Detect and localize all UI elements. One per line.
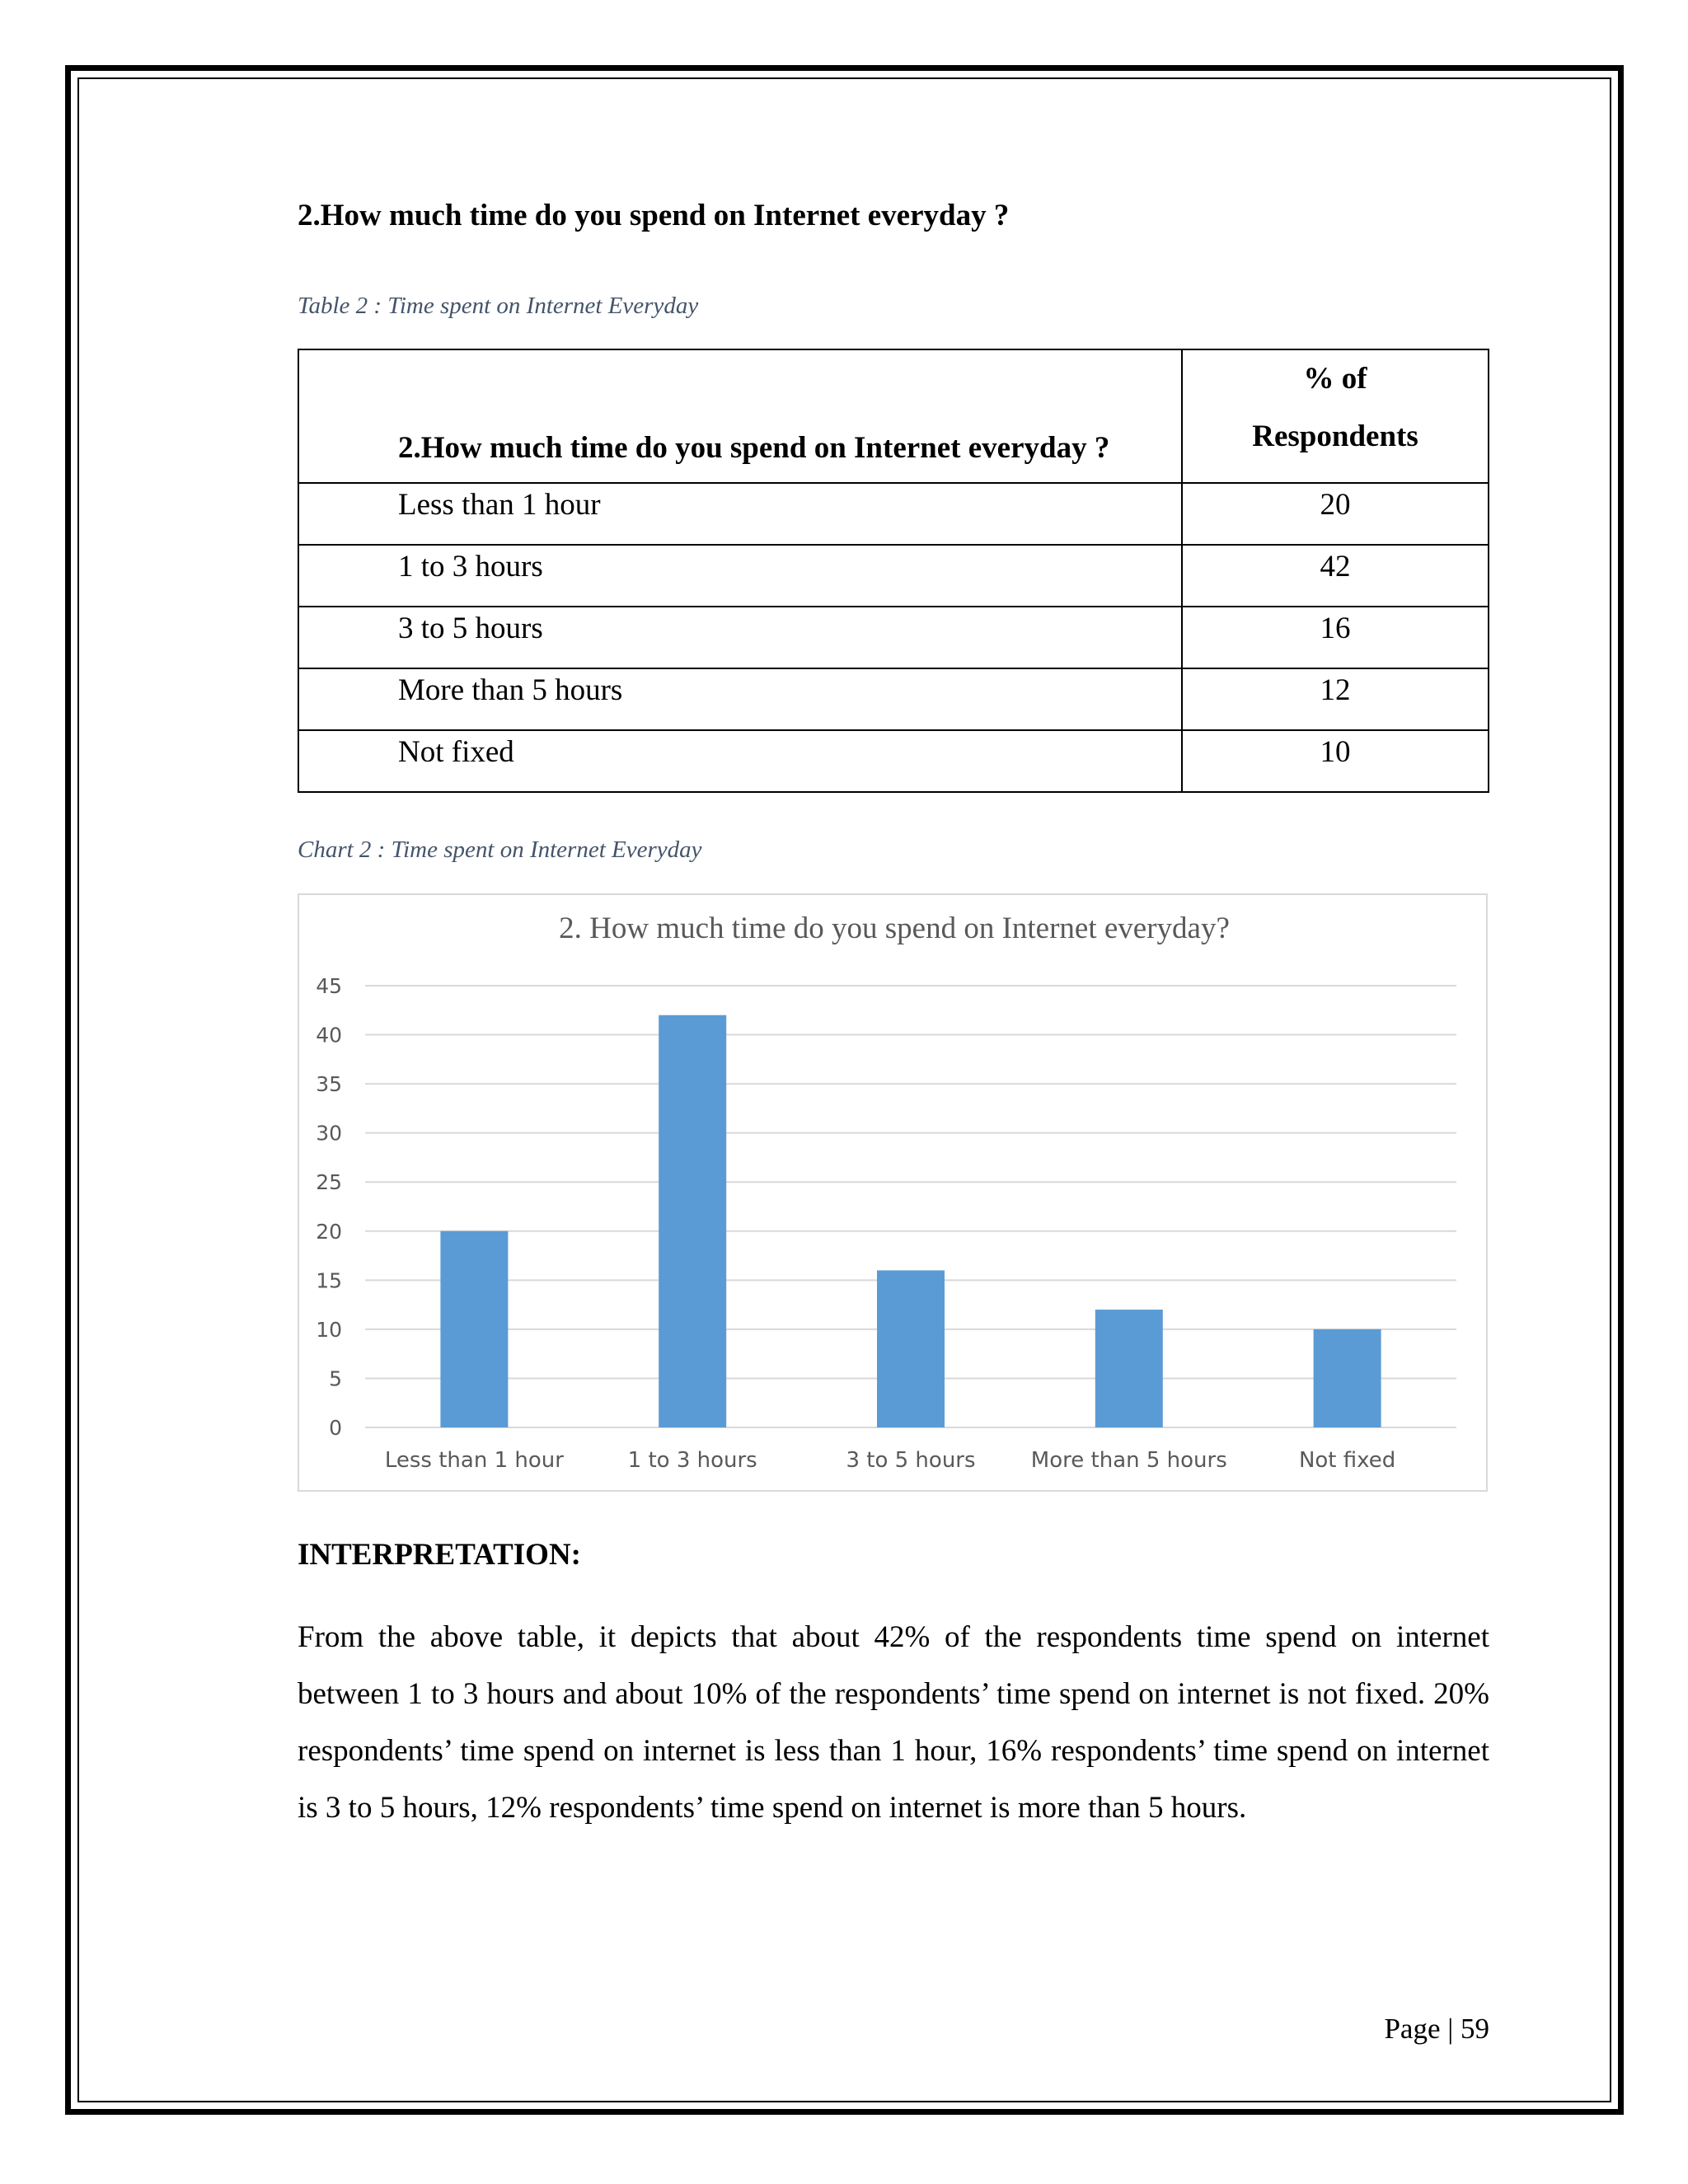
- data-table: [298, 349, 1489, 793]
- chart-caption: Chart 2 : Time spent on Internet Everyday: [298, 837, 702, 863]
- x-tick-label: Less than 1 hour: [384, 1448, 564, 1473]
- interpretation-title: INTERPRETATION:: [298, 1538, 582, 1572]
- row-label: 3 to 5 hours: [298, 607, 1182, 668]
- row-value: 12: [1182, 668, 1489, 730]
- row-value: 42: [1182, 545, 1489, 607]
- x-tick-label: 3 to 5 hours: [846, 1448, 976, 1473]
- interpretation-text: From the above table, it depicts that about 42% of the respondents time spend on internet between 1 to 3 hours and about 10% of the respondents’ time spend on internet is not fixed. 20% respondents’ time spend on internet is less than 1 hour, 16% respondents’ time spend on internet is 3 to 5 hours, 12% respondents’ time spend on internet is more than 5 hours.: [298, 1620, 1489, 1825]
- y-tick-label: 15: [316, 1268, 342, 1293]
- chart-svg: [299, 895, 1489, 1493]
- y-tick-label: 45: [316, 974, 342, 998]
- row-value: 10: [1182, 730, 1489, 792]
- section-heading: 2.How much time do you spend on Internet everyday ?: [298, 199, 1010, 232]
- bar: [659, 1015, 726, 1427]
- y-tick-label: 40: [316, 1023, 342, 1047]
- bar: [877, 1270, 945, 1427]
- header-percent-line2: Respondents: [1252, 419, 1418, 453]
- y-tick-label: 25: [316, 1170, 342, 1195]
- row-label: More than 5 hours: [298, 668, 1182, 730]
- table-row: [298, 730, 1489, 792]
- header-percent-line1: % of: [1303, 362, 1367, 396]
- y-tick-label: 0: [329, 1416, 342, 1440]
- y-tick-label: 30: [316, 1121, 342, 1146]
- bar-chart: [298, 893, 1488, 1492]
- page-number: Page | 59: [1384, 2013, 1489, 2045]
- table-row: [298, 483, 1489, 545]
- y-tick-label: 5: [329, 1366, 342, 1391]
- chart-title: 2. How much time do you spend on Internet everyday?: [559, 912, 1230, 945]
- y-tick-label: 35: [316, 1072, 342, 1097]
- table-row: [298, 668, 1489, 730]
- header-percent: [1182, 349, 1489, 483]
- bar: [440, 1231, 508, 1427]
- y-tick-label: 10: [316, 1317, 342, 1342]
- bar: [1314, 1329, 1381, 1427]
- y-tick-label: 20: [316, 1219, 342, 1244]
- row-label: Not fixed: [298, 730, 1182, 792]
- header-question: 2.How much time do you spend on Internet everyday ?: [298, 349, 1182, 483]
- table-row: [298, 545, 1489, 607]
- table-caption: Table 2 : Time spent on Internet Everyday: [298, 293, 699, 319]
- row-value: 20: [1182, 483, 1489, 545]
- x-tick-label: More than 5 hours: [1030, 1448, 1227, 1473]
- row-label: 1 to 3 hours: [298, 545, 1182, 607]
- x-tick-label: 1 to 3 hours: [627, 1448, 757, 1473]
- table-row: [298, 607, 1489, 668]
- row-label: Less than 1 hour: [298, 483, 1182, 545]
- table-header-row: [298, 349, 1489, 483]
- bar: [1095, 1310, 1163, 1427]
- row-value: 16: [1182, 607, 1489, 668]
- x-tick-label: Not fixed: [1298, 1448, 1396, 1473]
